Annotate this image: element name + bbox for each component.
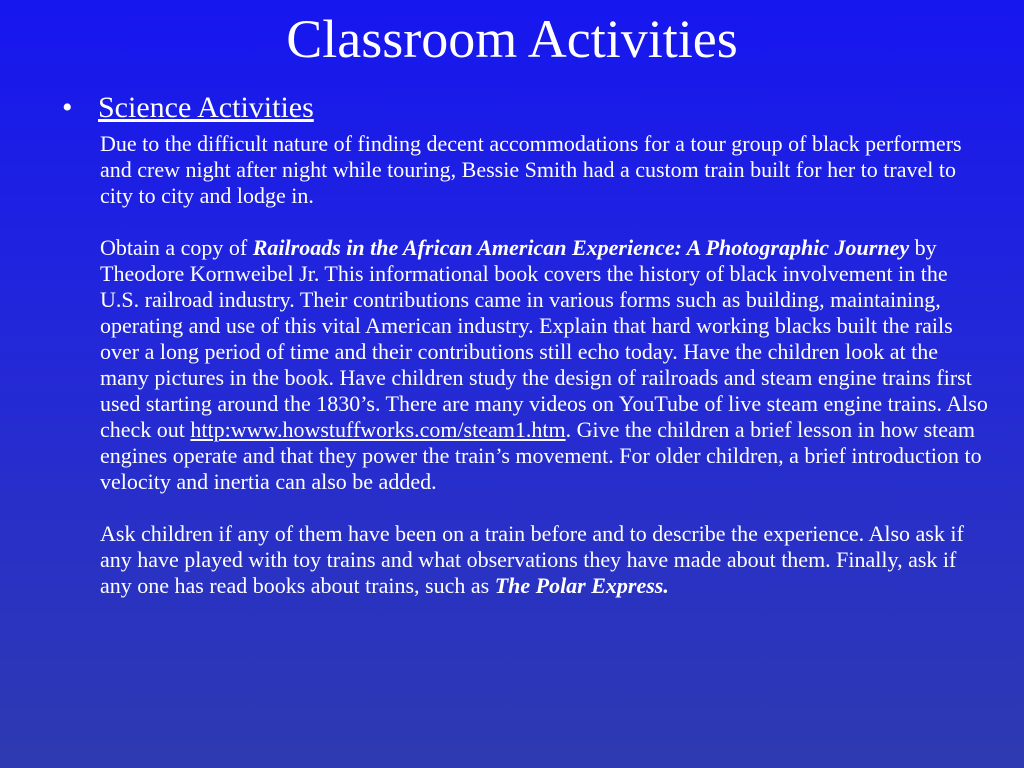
bullet-heading-science-activities[interactable]: Science Activities xyxy=(98,91,314,124)
paragraph-bessie-smith-train: Due to the difficult nature of finding decent accommodations for a tour group of black performers and crew night after night while touring, Bessie Smith had a custom train built for her to travel to city to city and lodge in. xyxy=(100,131,962,208)
paragraph-text: by Theodore Kornweibel Jr. This informational book covers the history of black involvement in the U.S. railroad industry. Their contributions came in various forms such as building, maintaining, operating and use of this vital American industry. Explain that hard working blacks built the rails over a long period of time and their contributions still echo today. Have the children look at the many pictures in the book. Have children study the design of railroads and steam engine trains first used starting around the 1830’s. There are many videos on YouTube of live steam engine trains. Also check out xyxy=(100,235,988,442)
howstuffworks-link[interactable]: http:www.howstuffworks.com/steam1.htm xyxy=(190,417,566,442)
paragraph-text: Ask children if any of them have been on a train before and to describe the experience. Also ask if any have played with toy trains and what observations they have made about them. Finally, ask if any one has read books about trains, such as xyxy=(100,521,964,598)
bullet-item xyxy=(62,90,314,126)
paragraph-text: . Give the children a brief lesson in how steam engines operate and that they power the train’s movement. For older children, a brief introduction to velocity and inertia can also be added. xyxy=(100,417,982,494)
bullet-dot-icon: • xyxy=(62,91,73,124)
book-title-railroads: Railroads in the African American Experience: A Photographic Journey xyxy=(252,235,910,260)
paragraph-text: Obtain a copy of xyxy=(100,235,253,260)
book-title-polar-express: The Polar Express. xyxy=(494,573,669,598)
slide-body xyxy=(100,131,990,625)
paragraph-railroads-book xyxy=(100,235,990,495)
slide-title: Classroom Activities xyxy=(286,9,738,69)
paragraph-train-experience xyxy=(100,521,990,599)
